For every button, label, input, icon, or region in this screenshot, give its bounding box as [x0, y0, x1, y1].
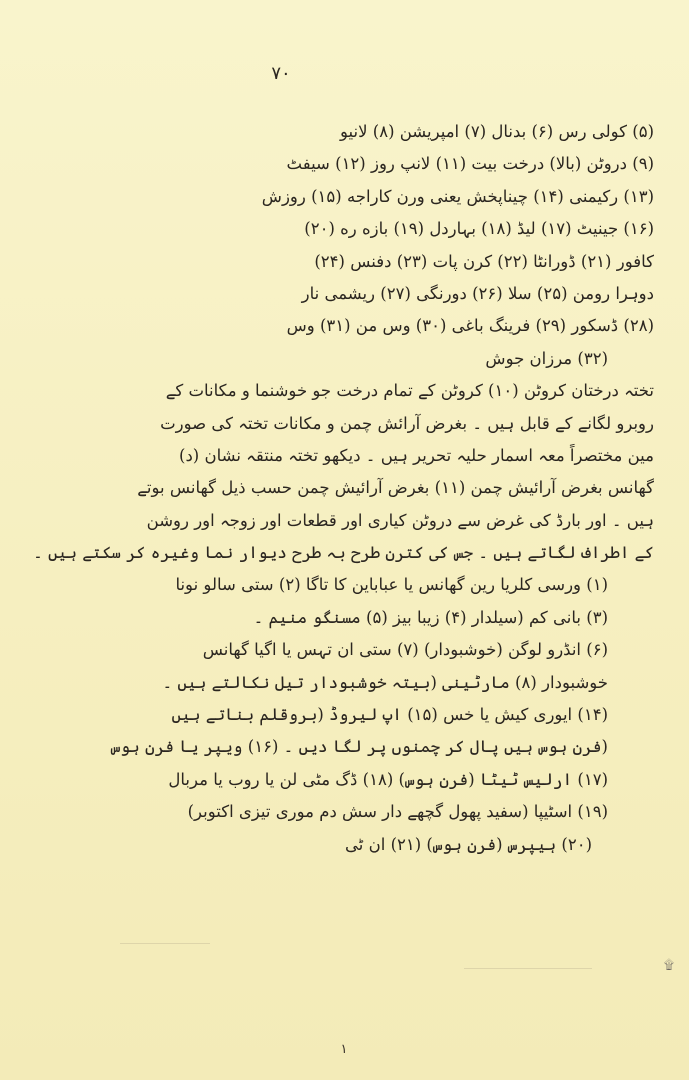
text-line: تختہ درختان کروٹن (۱۰) کروٹن کے تمام درخت جو خوشنما و مکانات کے — [165, 381, 654, 401]
text-line: (۱۳) رکیمنی (۱۴) چیناپخش یعنی ورن کاراجه (۱۵) روزش — [261, 186, 654, 206]
text-line: (۱۶) جینیٹ (۱۷) لیڈ (۱۸) بہاردل (۱۹) بازه ره (۲۰) — [304, 219, 654, 239]
text-line: روبرو لگانے کے قابل ہیں ۔ بغرض آرائش چمن و مکانات تختہ کی صورت — [160, 413, 654, 433]
text-body — [22, 116, 654, 861]
text-line: خوشبودار (۸) مارٹینی (بیتہ خوشبودار تیل نکالتے ہیں ۔ — [162, 672, 608, 692]
footer-mark: ۱ — [340, 1042, 348, 1057]
text-line: (۱۷) ارلیس ٹیٹا (فرن ہوس) (۱۸) ڈگ مٹی لن یا روب یا مربال — [168, 769, 608, 789]
text-line: ہیں ۔ اور بارڈ کی غرض سے دروٹن کیاری اور قطعات اور زوجہ اور روشن — [146, 510, 654, 530]
text-line: کافور (۲۱) ڈورانٹا (۲۲) کرن پات (۲۳) دفنس (۲۴) — [314, 251, 654, 271]
text-line: گھانس بغرض آرائیش چمن (۱۱) بغرض آرائیش چمن حسب ذیل گھانس بوتے — [137, 478, 654, 498]
text-line: کے اطراف لگاتے ہیں ۔ جس کی کترن طرح بہ طرح دیوار نما وغیرہ کر سکتے ہیں ۔ — [33, 543, 654, 563]
text-line: (فرن ہوس ہیں پال کر چمنوں پر لگا دیں ۔ (۱۶) ویپر یا فرن ہوس — [110, 737, 608, 757]
text-line: (۶) انڈرو لوگن (خوشبودار) (۷) ستی ان تہس یا اگیا گھانس — [202, 640, 608, 660]
page-number: ۷۰ — [271, 63, 291, 84]
bleed-through-line — [464, 968, 592, 969]
text-line: (۲۰) ہیپرس (فرن ہوس) (۲۱) ان ٹی — [345, 834, 592, 854]
text-line: (۲۸) ڈسکور (۲۹) فرینگ باغی (۳۰) وس من (۳۱) وس — [286, 316, 654, 336]
text-line: مین مختصراً معہ اسمار حلیہ تحریر ہیں ۔ دیکھو تختہ منتقہ نشان (د) — [179, 445, 654, 465]
text-line: (۱) ورسی کلریا رین گھانس یا عباباین کا تاگا (۲) ستی سالو نونا — [175, 575, 608, 595]
text-line: (۱۴) ایوری کیش یا خس (۱۵) اپ لیروڈ (بروقلم بناتے ہیں — [171, 705, 608, 725]
bleed-through-line — [120, 943, 210, 944]
text-line: (۵) کولی رس (۶) بدنال (۷) امپریشن (۸) لانیو — [340, 122, 654, 141]
edge-mark: ۩ — [664, 958, 674, 973]
text-line: (۳۲) مرزان جوش — [485, 348, 608, 368]
text-line: (۱۹) اسٹیپا (سفید پھول گچھے دار سش دم موری تیزی اکتوبر) — [187, 802, 608, 822]
text-line: (۹) دروٹن (بالا) درخت بیت (۱۱) لانپ روز (۱۲) سیفٹ — [286, 154, 654, 174]
text-line: (۳) بانی کم (سیلدار (۴) زیبا بیز (۵) مسنگو منیم ۔ — [253, 607, 608, 627]
text-line: دوہرا رومن (۲۵) سلا (۲۶) دورنگی (۲۷) ریشمی نار — [301, 283, 654, 303]
